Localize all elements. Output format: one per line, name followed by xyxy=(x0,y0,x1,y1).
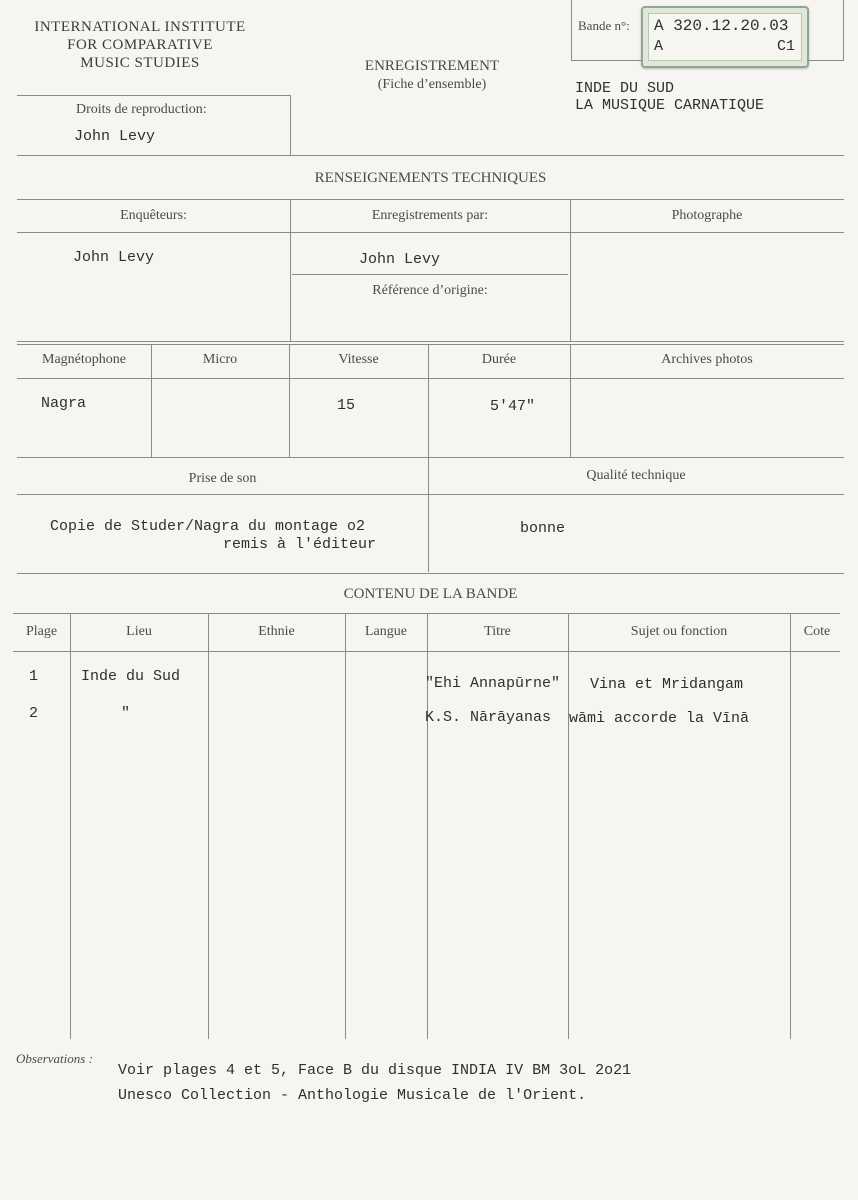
rights-value: John Levy xyxy=(74,128,156,145)
qualite-technique-label: Qualité technique xyxy=(586,468,686,483)
reference-label: Référence d’origine: xyxy=(372,283,488,298)
vitesse-label: Vitesse xyxy=(338,352,379,367)
institute-line-3: MUSIC STUDIES xyxy=(80,55,200,71)
archives-photos-label: Archives photos xyxy=(661,352,753,367)
col-titre: Titre xyxy=(484,624,511,639)
row-1-sujet: Vina et Mridangam xyxy=(590,676,744,693)
institute-line-1: INTERNATIONAL INSTITUTE xyxy=(34,19,246,35)
form-title: ENREGISTREMENT xyxy=(364,58,500,74)
bande-side: A xyxy=(654,38,664,55)
observations-line-2: Unesco Collection - Anthologie Musicale de l'Orient. xyxy=(118,1087,587,1104)
bande-code: C1 xyxy=(776,38,795,55)
prise-de-son-line-1: Copie de Studer/Nagra du montage o2 xyxy=(50,518,366,535)
qualite-technique-value: bonne xyxy=(520,520,566,537)
prise-de-son-line-2: remis à l'éditeur xyxy=(223,536,377,553)
rights-label: Droits de reproduction: xyxy=(76,102,207,117)
col-ethnie: Ethnie xyxy=(258,624,295,639)
col-plage: Plage xyxy=(25,624,58,639)
duree-label: Durée xyxy=(481,352,517,367)
bande-number: A 320.12.20.03 xyxy=(654,17,789,35)
magnetophone-label: Magnétophone xyxy=(42,352,126,367)
col-lieu: Lieu xyxy=(126,624,152,639)
vitesse-value: 15 xyxy=(337,397,356,414)
row-2-plage: 2 xyxy=(29,705,39,722)
institute-line-2: FOR COMPARATIVE xyxy=(67,37,213,53)
col-langue: Langue xyxy=(365,624,407,639)
row-1-lieu: Inde du Sud xyxy=(81,668,181,685)
row-2-sujet: wāmi accorde la Vīnā xyxy=(569,710,750,727)
row-2-lieu: " xyxy=(121,705,131,722)
enregistrements-value: John Levy xyxy=(359,251,441,268)
region-title: INDE DU SUD xyxy=(575,80,675,97)
col-cote: Cote xyxy=(803,624,831,639)
row-1-plage: 1 xyxy=(29,668,39,685)
photographe-label: Photographe xyxy=(671,208,743,223)
institute-name xyxy=(10,18,270,72)
enregistrements-label: Enregistrements par: xyxy=(371,208,489,223)
micro-label: Micro xyxy=(202,352,238,367)
observations-label: Observations : xyxy=(16,1051,93,1066)
row-2-titre: K.S. Nārāyanas xyxy=(425,709,552,726)
row-1-titre: "Ehi Annapūrne" xyxy=(425,675,561,692)
form-subtitle: (Fiche d’ensemble) xyxy=(377,77,487,92)
enqueteurs-value: John Levy xyxy=(73,249,155,266)
observations-line-1: Voir plages 4 et 5, Face B du disque INDIA IV BM 3oL 2o21 xyxy=(118,1062,632,1079)
contents-section-title: CONTENU DE LA BANDE xyxy=(343,586,518,602)
bande-label: Bande n°: xyxy=(578,18,630,33)
technical-section-title: RENSEIGNEMENTS TECHNIQUES xyxy=(314,170,547,186)
bande-number-sticker xyxy=(641,6,809,68)
col-sujet: Sujet ou fonction xyxy=(630,624,728,639)
magnetophone-value: Nagra xyxy=(41,395,87,412)
enqueteurs-label: Enquêteurs: xyxy=(120,208,187,223)
subject-title: LA MUSIQUE CARNATIQUE xyxy=(575,97,765,114)
prise-de-son-label: Prise de son xyxy=(188,471,257,486)
duree-value: 5'47" xyxy=(490,398,536,415)
